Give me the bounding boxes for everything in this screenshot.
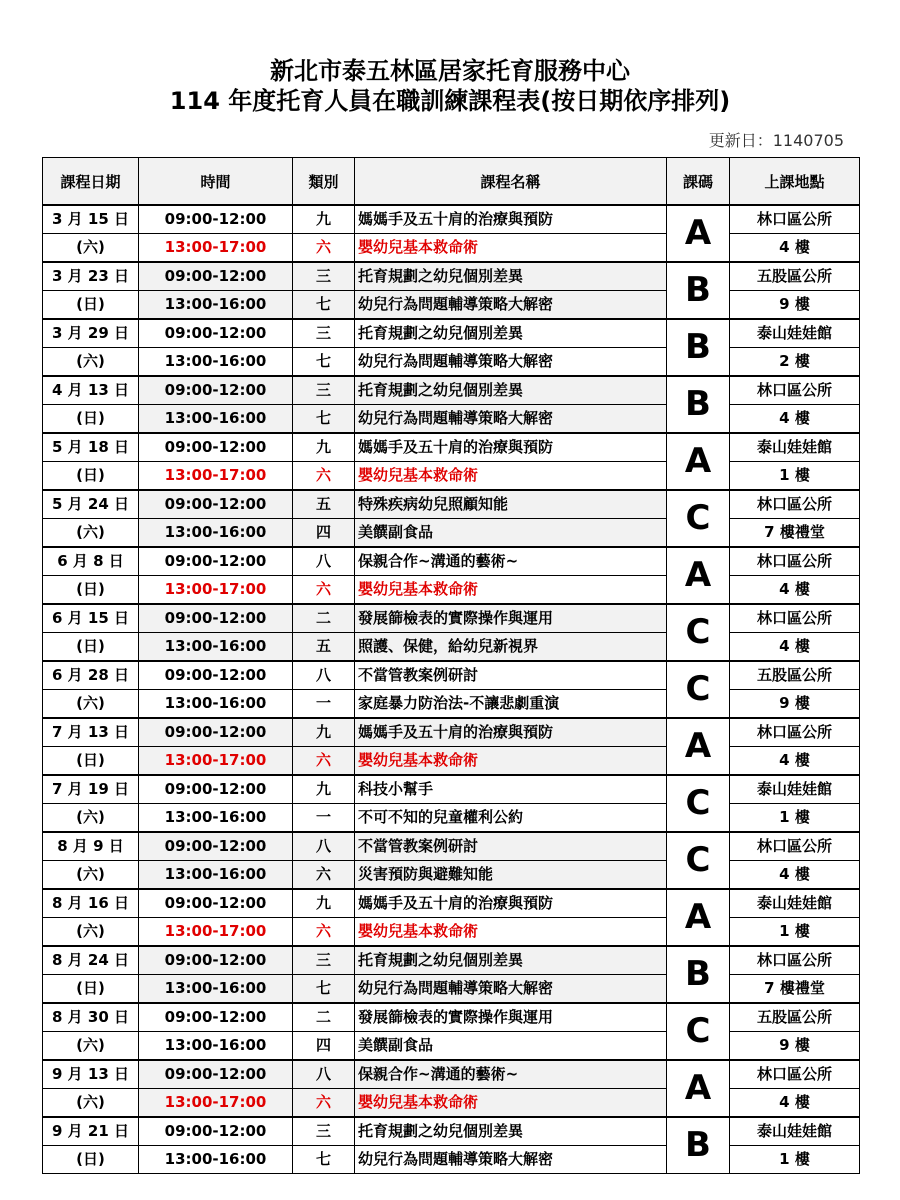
time-cell: 13:00-16:00 — [139, 291, 293, 320]
header-location: 上課地點 — [730, 158, 860, 206]
course-name-cell: 嬰幼兒基本救命術 — [355, 1089, 667, 1118]
course-code: B — [667, 1117, 730, 1174]
time-cell: 13:00-17:00 — [139, 576, 293, 605]
course-name-cell: 媽媽手及五十肩的治療與預防 — [355, 205, 667, 234]
table-row — [43, 576, 860, 605]
session-date: 6 月 15 日 — [43, 604, 139, 633]
course-name-cell: 美饌副食品 — [355, 519, 667, 548]
header-date: 課程日期 — [43, 158, 139, 206]
table-row — [43, 1117, 860, 1146]
category-cell: 六 — [293, 747, 355, 776]
time-cell: 09:00-12:00 — [139, 490, 293, 519]
location-floor: 4 樓 — [730, 576, 860, 605]
session-date: 5 月 24 日 — [43, 490, 139, 519]
session-weekday: (六) — [43, 861, 139, 890]
table-row — [43, 433, 860, 462]
course-name-cell: 幼兒行為問題輔導策略大解密 — [355, 1146, 667, 1174]
time-cell: 09:00-12:00 — [139, 604, 293, 633]
time-cell: 09:00-12:00 — [139, 262, 293, 291]
session-date: 5 月 18 日 — [43, 433, 139, 462]
category-cell: 六 — [293, 861, 355, 890]
location-venue: 林口區公所 — [730, 205, 860, 234]
location-venue: 林口區公所 — [730, 946, 860, 975]
time-cell: 09:00-12:00 — [139, 205, 293, 234]
category-cell: 五 — [293, 490, 355, 519]
table-row — [43, 1089, 860, 1118]
location-venue: 林口區公所 — [730, 490, 860, 519]
time-cell: 13:00-17:00 — [139, 747, 293, 776]
location-floor: 7 樓禮堂 — [730, 975, 860, 1004]
location-floor: 1 樓 — [730, 918, 860, 947]
course-code: A — [667, 889, 730, 946]
time-cell: 13:00-17:00 — [139, 1089, 293, 1118]
table-header-row — [43, 158, 860, 206]
course-name-cell: 幼兒行為問題輔導策略大解密 — [355, 348, 667, 377]
session-weekday: (日) — [43, 405, 139, 434]
category-cell: 六 — [293, 576, 355, 605]
table-row — [43, 832, 860, 861]
session-weekday: (六) — [43, 1089, 139, 1118]
course-name-cell: 不當管教案例研討 — [355, 832, 667, 861]
session-date: 3 月 15 日 — [43, 205, 139, 234]
session-date: 6 月 28 日 — [43, 661, 139, 690]
location-floor: 1 樓 — [730, 462, 860, 491]
time-cell: 13:00-16:00 — [139, 690, 293, 719]
location-floor: 4 樓 — [730, 234, 860, 263]
table-row — [43, 490, 860, 519]
course-name-cell: 保親合作~溝通的藝術~ — [355, 547, 667, 576]
session-weekday: (日) — [43, 576, 139, 605]
category-cell: 一 — [293, 690, 355, 719]
time-cell: 09:00-12:00 — [139, 889, 293, 918]
time-cell: 13:00-16:00 — [139, 975, 293, 1004]
session-date: 3 月 23 日 — [43, 262, 139, 291]
category-cell: 三 — [293, 1117, 355, 1146]
document-subtitle: 114 年度托育人員在職訓練課程表(按日期依序排列) — [169, 87, 731, 115]
time-cell: 09:00-12:00 — [139, 1060, 293, 1089]
course-code: A — [667, 1060, 730, 1117]
category-cell: 七 — [293, 291, 355, 320]
table-row — [43, 547, 860, 576]
time-cell: 13:00-17:00 — [139, 234, 293, 263]
category-cell: 六 — [293, 1089, 355, 1118]
location-venue: 林口區公所 — [730, 832, 860, 861]
session-weekday: (日) — [43, 1146, 139, 1174]
header-category: 類別 — [293, 158, 355, 206]
location-floor: 7 樓禮堂 — [730, 519, 860, 548]
category-cell: 九 — [293, 718, 355, 747]
category-cell: 七 — [293, 975, 355, 1004]
table-row — [43, 804, 860, 833]
course-code: C — [667, 661, 730, 718]
category-cell: 六 — [293, 918, 355, 947]
session-weekday: (日) — [43, 975, 139, 1004]
table-row — [43, 348, 860, 377]
time-cell: 09:00-12:00 — [139, 547, 293, 576]
category-cell: 九 — [293, 889, 355, 918]
course-name-cell: 嬰幼兒基本救命術 — [355, 747, 667, 776]
category-cell: 八 — [293, 547, 355, 576]
course-code: A — [667, 433, 730, 490]
course-code: B — [667, 319, 730, 376]
category-cell: 二 — [293, 604, 355, 633]
category-cell: 三 — [293, 946, 355, 975]
session-weekday: (六) — [43, 348, 139, 377]
session-weekday: (日) — [43, 291, 139, 320]
course-code: B — [667, 376, 730, 433]
time-cell: 13:00-16:00 — [139, 405, 293, 434]
update-date: 更新日：1140705 — [708, 131, 844, 150]
course-name-cell: 托育規劃之幼兒個別差異 — [355, 946, 667, 975]
session-date: 7 月 19 日 — [43, 775, 139, 804]
table-row — [43, 376, 860, 405]
course-code: C — [667, 832, 730, 889]
category-cell: 三 — [293, 376, 355, 405]
category-cell: 七 — [293, 405, 355, 434]
course-name-cell: 媽媽手及五十肩的治療與預防 — [355, 889, 667, 918]
time-cell: 09:00-12:00 — [139, 832, 293, 861]
session-weekday: (日) — [43, 633, 139, 662]
time-cell: 13:00-17:00 — [139, 462, 293, 491]
session-date: 3 月 29 日 — [43, 319, 139, 348]
location-floor: 9 樓 — [730, 1032, 860, 1061]
course-name-cell: 不可不知的兒童權利公約 — [355, 804, 667, 833]
table-row — [43, 262, 860, 291]
session-date: 9 月 13 日 — [43, 1060, 139, 1089]
location-floor: 1 樓 — [730, 1146, 860, 1174]
location-venue: 泰山娃娃館 — [730, 1117, 860, 1146]
time-cell: 13:00-16:00 — [139, 519, 293, 548]
session-date: 8 月 24 日 — [43, 946, 139, 975]
course-name-cell: 科技小幫手 — [355, 775, 667, 804]
table-row — [43, 747, 860, 776]
table-row — [43, 1003, 860, 1032]
course-name-cell: 嬰幼兒基本救命術 — [355, 234, 667, 263]
time-cell: 09:00-12:00 — [139, 433, 293, 462]
category-cell: 二 — [293, 1003, 355, 1032]
location-venue: 林口區公所 — [730, 718, 860, 747]
time-cell: 13:00-16:00 — [139, 1146, 293, 1174]
course-name-cell: 托育規劃之幼兒個別差異 — [355, 1117, 667, 1146]
table-row — [43, 975, 860, 1004]
course-name-cell: 照護、保健，給幼兒新視界 — [355, 633, 667, 662]
category-cell: 三 — [293, 262, 355, 291]
category-cell: 六 — [293, 462, 355, 491]
category-cell: 七 — [293, 348, 355, 377]
location-venue: 林口區公所 — [730, 1060, 860, 1089]
course-name-cell: 美饌副食品 — [355, 1032, 667, 1061]
table-row — [43, 918, 860, 947]
session-weekday: (六) — [43, 1032, 139, 1061]
course-name-cell: 嬰幼兒基本救命術 — [355, 462, 667, 491]
table-row — [43, 205, 860, 234]
table-row — [43, 946, 860, 975]
time-cell: 13:00-17:00 — [139, 918, 293, 947]
table-row — [43, 889, 860, 918]
table-row — [43, 775, 860, 804]
course-name-cell: 幼兒行為問題輔導策略大解密 — [355, 291, 667, 320]
location-venue: 泰山娃娃館 — [730, 775, 860, 804]
location-floor: 4 樓 — [730, 1089, 860, 1118]
course-name-cell: 嬰幼兒基本救命術 — [355, 918, 667, 947]
table-row — [43, 718, 860, 747]
session-weekday: (六) — [43, 234, 139, 263]
course-name-cell: 災害預防與避難知能 — [355, 861, 667, 890]
session-date: 8 月 9 日 — [43, 832, 139, 861]
time-cell: 09:00-12:00 — [139, 1117, 293, 1146]
location-floor: 1 樓 — [730, 804, 860, 833]
time-cell: 13:00-16:00 — [139, 348, 293, 377]
time-cell: 09:00-12:00 — [139, 946, 293, 975]
location-floor: 4 樓 — [730, 405, 860, 434]
course-code: C — [667, 604, 730, 661]
course-code: A — [667, 718, 730, 775]
table-row — [43, 861, 860, 890]
course-name-cell: 托育規劃之幼兒個別差異 — [355, 319, 667, 348]
table-row — [43, 234, 860, 263]
category-cell: 六 — [293, 234, 355, 263]
time-cell: 13:00-16:00 — [139, 804, 293, 833]
course-code: C — [667, 1003, 730, 1060]
course-name-cell: 家庭暴力防治法-不讓悲劇重演 — [355, 690, 667, 719]
table-row — [43, 462, 860, 491]
table-row — [43, 1060, 860, 1089]
time-cell: 13:00-16:00 — [139, 633, 293, 662]
location-floor: 9 樓 — [730, 291, 860, 320]
location-venue: 泰山娃娃館 — [730, 433, 860, 462]
course-name-cell: 幼兒行為問題輔導策略大解密 — [355, 405, 667, 434]
course-name-cell: 嬰幼兒基本救命術 — [355, 576, 667, 605]
location-venue: 五股區公所 — [730, 262, 860, 291]
table-row — [43, 519, 860, 548]
table-row — [43, 661, 860, 690]
category-cell: 九 — [293, 775, 355, 804]
session-weekday: (六) — [43, 519, 139, 548]
location-venue: 林口區公所 — [730, 376, 860, 405]
header-time: 時間 — [139, 158, 293, 206]
location-floor: 4 樓 — [730, 747, 860, 776]
table-row — [43, 291, 860, 320]
header-course-name: 課程名稱 — [355, 158, 667, 206]
course-code: C — [667, 490, 730, 547]
session-weekday: (六) — [43, 690, 139, 719]
schedule-body — [43, 205, 860, 1174]
category-cell: 八 — [293, 1060, 355, 1089]
session-date: 6 月 8 日 — [43, 547, 139, 576]
table-row — [43, 319, 860, 348]
time-cell: 09:00-12:00 — [139, 319, 293, 348]
time-cell: 09:00-12:00 — [139, 661, 293, 690]
location-floor: 4 樓 — [730, 633, 860, 662]
location-venue: 五股區公所 — [730, 661, 860, 690]
course-code: A — [667, 205, 730, 262]
category-cell: 八 — [293, 661, 355, 690]
category-cell: 九 — [293, 205, 355, 234]
location-venue: 五股區公所 — [730, 1003, 860, 1032]
location-venue: 泰山娃娃館 — [730, 889, 860, 918]
table-row — [43, 604, 860, 633]
session-date: 4 月 13 日 — [43, 376, 139, 405]
session-date: 9 月 21 日 — [43, 1117, 139, 1146]
table-row — [43, 690, 860, 719]
category-cell: 三 — [293, 319, 355, 348]
location-floor: 4 樓 — [730, 861, 860, 890]
session-weekday: (六) — [43, 804, 139, 833]
course-name-cell: 特殊疾病幼兒照顧知能 — [355, 490, 667, 519]
course-name-cell: 保親合作~溝通的藝術~ — [355, 1060, 667, 1089]
time-cell: 09:00-12:00 — [139, 1003, 293, 1032]
time-cell: 09:00-12:00 — [139, 775, 293, 804]
course-code: A — [667, 547, 730, 604]
category-cell: 九 — [293, 433, 355, 462]
course-name-cell: 發展篩檢表的實際操作與運用 — [355, 604, 667, 633]
table-row — [43, 1032, 860, 1061]
location-floor: 9 樓 — [730, 690, 860, 719]
category-cell: 五 — [293, 633, 355, 662]
category-cell: 七 — [293, 1146, 355, 1174]
session-weekday: (日) — [43, 462, 139, 491]
time-cell: 13:00-16:00 — [139, 861, 293, 890]
session-weekday: (六) — [43, 918, 139, 947]
time-cell: 09:00-12:00 — [139, 376, 293, 405]
course-name-cell: 不當管教案例研討 — [355, 661, 667, 690]
session-weekday: (日) — [43, 747, 139, 776]
location-venue: 林口區公所 — [730, 604, 860, 633]
course-code: B — [667, 262, 730, 319]
time-cell: 13:00-16:00 — [139, 1032, 293, 1061]
course-code: B — [667, 946, 730, 1003]
session-date: 8 月 16 日 — [43, 889, 139, 918]
table-row — [43, 633, 860, 662]
time-cell: 09:00-12:00 — [139, 718, 293, 747]
course-name-cell: 媽媽手及五十肩的治療與預防 — [355, 433, 667, 462]
session-date: 7 月 13 日 — [43, 718, 139, 747]
category-cell: 八 — [293, 832, 355, 861]
course-name-cell: 托育規劃之幼兒個別差異 — [355, 262, 667, 291]
location-venue: 林口區公所 — [730, 547, 860, 576]
document-title: 新北市泰五林區居家托育服務中心 — [270, 57, 630, 85]
schedule-table — [42, 157, 860, 1174]
table-row — [43, 405, 860, 434]
header-code: 課碼 — [667, 158, 730, 206]
course-code: C — [667, 775, 730, 832]
location-venue: 泰山娃娃館 — [730, 319, 860, 348]
session-date: 8 月 30 日 — [43, 1003, 139, 1032]
location-floor: 2 樓 — [730, 348, 860, 377]
course-name-cell: 幼兒行為問題輔導策略大解密 — [355, 975, 667, 1004]
course-name-cell: 發展篩檢表的實際操作與運用 — [355, 1003, 667, 1032]
course-name-cell: 托育規劃之幼兒個別差異 — [355, 376, 667, 405]
course-name-cell: 媽媽手及五十肩的治療與預防 — [355, 718, 667, 747]
category-cell: 一 — [293, 804, 355, 833]
category-cell: 四 — [293, 1032, 355, 1061]
table-row — [43, 1146, 860, 1174]
category-cell: 四 — [293, 519, 355, 548]
